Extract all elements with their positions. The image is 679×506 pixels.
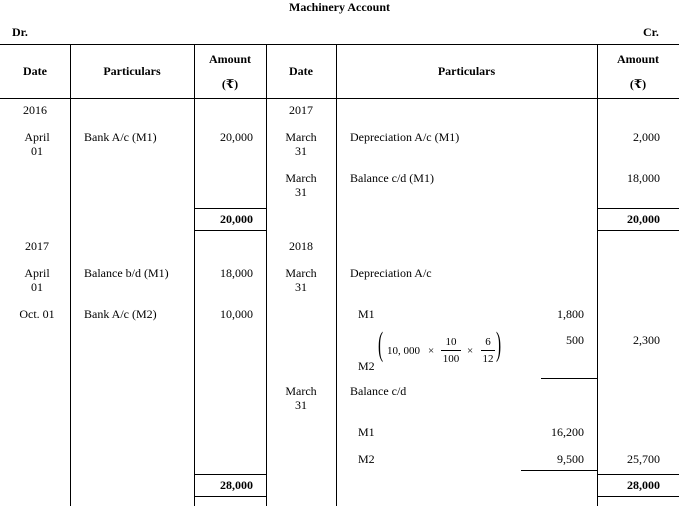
sub-amount: 9,500	[557, 452, 584, 466]
left-date: 01	[31, 280, 43, 294]
left-amount: 20,000	[220, 130, 253, 144]
right-total: 28,000	[627, 478, 660, 492]
col-divider	[597, 44, 598, 506]
right-year: 2017	[289, 103, 313, 117]
right-paren: )	[496, 326, 502, 363]
right-particulars: Depreciation A/c	[350, 266, 432, 280]
right-date: March	[285, 384, 317, 398]
formula-den: 12	[482, 353, 494, 365]
left-total-line	[194, 474, 266, 475]
right-particulars: Balance c/d	[350, 384, 407, 398]
left-date: Oct. 01	[19, 307, 55, 321]
left-particulars: Bank A/c (M1)	[84, 130, 157, 144]
left-amount: 10,000	[220, 307, 253, 321]
header-rupee-right: (₹)	[629, 77, 647, 91]
header-rupee-left: (₹)	[221, 77, 239, 91]
right-date: 31	[295, 398, 307, 412]
right-year: 2018	[289, 239, 313, 253]
right-total-line	[597, 496, 679, 497]
table-top-border	[0, 44, 679, 45]
cr-label: Cr.	[643, 25, 659, 39]
subtotal-line	[521, 470, 597, 471]
left-date: April	[24, 130, 50, 144]
right-total: 20,000	[627, 212, 660, 226]
left-particulars: Balance b/d (M1)	[84, 266, 169, 280]
dr-label: Dr.	[12, 25, 28, 39]
right-date: March	[285, 171, 317, 185]
left-paren: (	[378, 326, 384, 363]
header-particulars-right: Particulars	[437, 64, 496, 78]
header-date-right: Date	[289, 64, 313, 78]
left-date: April	[24, 266, 50, 280]
sub-amount: 16,200	[551, 425, 584, 439]
left-total: 28,000	[220, 478, 253, 492]
sub-amount: 500	[566, 333, 584, 347]
formula-times: ×	[467, 345, 474, 357]
header-date-left: Date	[23, 64, 47, 78]
header-amount-left: Amount	[208, 52, 251, 66]
right-particulars: Depreciation A/c (M1)	[350, 130, 460, 144]
right-total-line	[597, 230, 679, 231]
right-amount: 2,300	[633, 333, 660, 347]
right-date: 31	[295, 280, 307, 294]
formula-base: 10, 000	[387, 345, 420, 357]
right-total-line	[597, 208, 679, 209]
right-particulars: Balance c/d (M1)	[350, 171, 434, 185]
left-amount: 18,000	[220, 266, 253, 280]
left-total-line	[194, 496, 266, 497]
sub-label-m1: M1	[358, 425, 375, 439]
right-date: March	[285, 266, 317, 280]
account-title: Machinery Account	[289, 0, 390, 14]
sub-amount: 1,800	[557, 307, 584, 321]
sub-label-m2: M2	[358, 452, 375, 466]
header-bottom-border	[0, 98, 679, 99]
left-particulars: Bank A/c (M2)	[84, 307, 157, 321]
left-year: 2017	[25, 239, 49, 253]
right-date: 31	[295, 185, 307, 199]
formula-den: 100	[442, 353, 460, 365]
formula-num: 6	[485, 336, 491, 348]
left-year: 2016	[23, 103, 47, 117]
left-date: 01	[31, 144, 43, 158]
col-divider	[336, 44, 337, 506]
right-amount: 25,700	[627, 452, 660, 466]
header-amount-right: Amount	[616, 52, 659, 66]
sub-label-m1: M1	[358, 307, 375, 321]
formula-times: ×	[428, 345, 435, 357]
right-amount: 18,000	[627, 171, 660, 185]
right-date: 31	[295, 144, 307, 158]
header-particulars-left: Particulars	[103, 64, 161, 78]
right-total-line	[597, 474, 679, 475]
left-total-line	[194, 208, 266, 209]
subtotal-line	[541, 378, 597, 379]
right-date: March	[285, 130, 317, 144]
fraction-bar	[441, 350, 461, 351]
fraction-bar	[481, 350, 495, 351]
sub-label-m2: M2	[358, 359, 375, 373]
left-total-line	[194, 230, 266, 231]
formula-num: 10	[445, 336, 457, 348]
right-amount: 2,000	[633, 130, 660, 144]
left-total: 20,000	[220, 212, 253, 226]
